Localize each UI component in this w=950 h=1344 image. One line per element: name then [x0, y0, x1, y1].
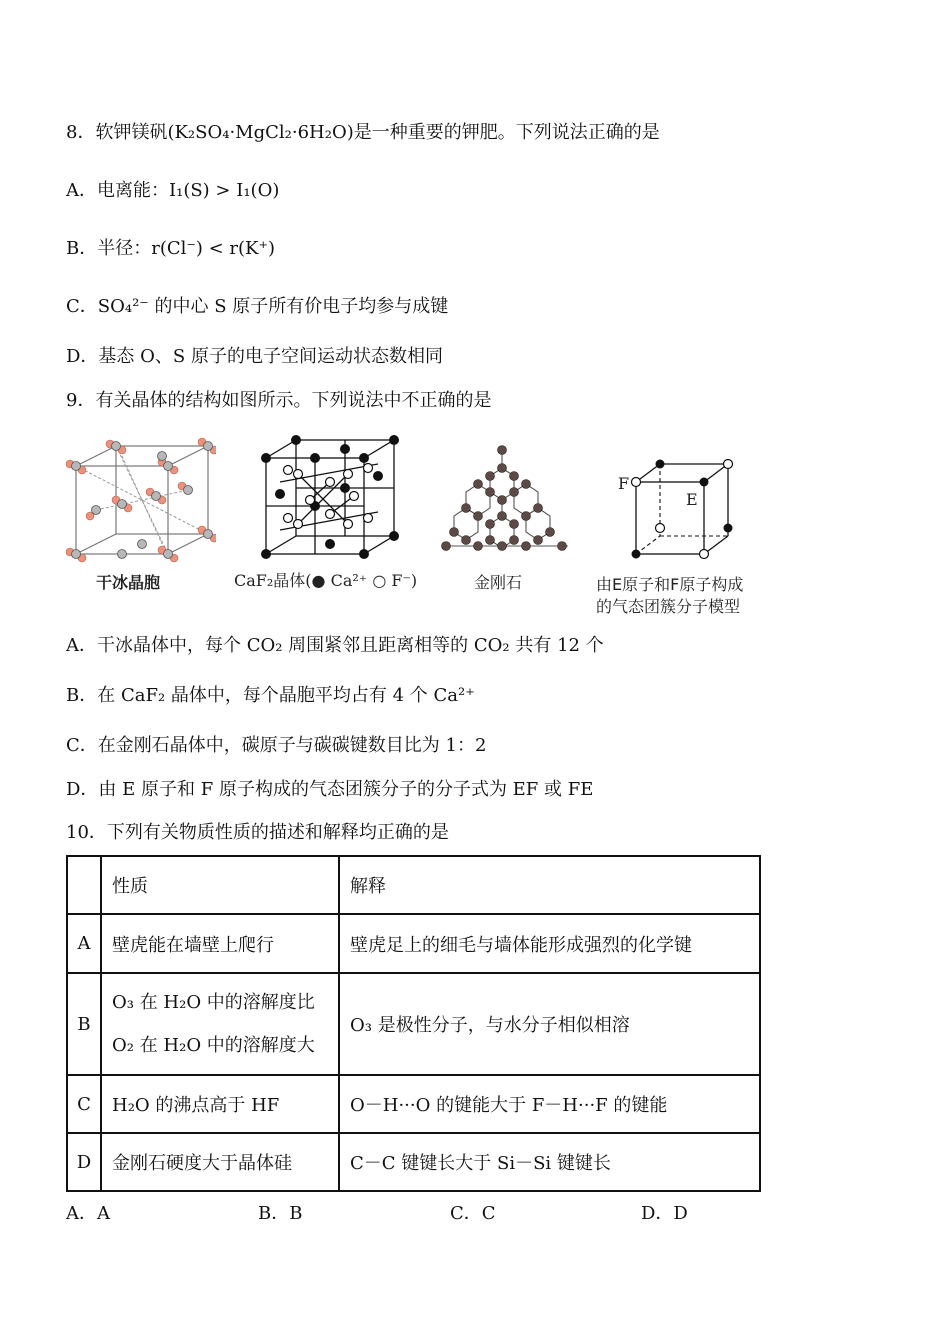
- row-key: D: [67, 1133, 101, 1191]
- caf2-cell-figure: [258, 434, 408, 559]
- diamond-figure: [438, 442, 574, 554]
- diamond-caption: 金刚石: [474, 573, 523, 592]
- row-key: B: [67, 973, 101, 1075]
- q8-option-d: D．基态 O、S 原子的电子空间运动状态数相同: [66, 346, 443, 367]
- q10-table: [66, 855, 761, 1192]
- row-explanation: O₃ 是极性分子，与水分子相似相溶: [339, 973, 760, 1075]
- row-property-line1: O₃ 在 H₂O 中的溶解度比: [112, 992, 315, 1013]
- q10-stem: 10．下列有关物质性质的描述和解释均正确的是: [66, 822, 449, 843]
- header-empty-cell: [67, 856, 101, 914]
- header-property: 性质: [101, 856, 339, 914]
- dry-ice-cell-figure: [66, 436, 216, 566]
- row-property: 壁虎能在墙壁上爬行: [101, 914, 339, 973]
- ef-caption-line1: 由E原子和F原子构成: [596, 575, 744, 594]
- q8-option-a: A．电离能：I₁(S) > I₁(O): [66, 180, 280, 201]
- q9-option-d: D．由 E 原子和 F 原子构成的气态团簇分子的分子式为 EF 或 FE: [66, 779, 594, 800]
- table-row: [67, 1075, 760, 1133]
- atom-label-e: E: [686, 490, 698, 509]
- caf2-caption: CaF₂晶体(● Ca²⁺ ○ F⁻): [234, 571, 418, 590]
- q8-stem: 8．软钾镁矾(K₂SO₄·MgCl₂·6H₂O)是一种重要的钾肥。下列说法正确的是: [66, 122, 660, 143]
- row-property: 金刚石硬度大于晶体硅: [101, 1133, 339, 1191]
- row-key: A: [67, 914, 101, 973]
- table-row: [67, 1133, 760, 1191]
- q10-choice-c: C．C: [450, 1203, 496, 1224]
- atom-label-f: F: [618, 474, 630, 493]
- row-explanation: C－C 键键长大于 Si－Si 键键长: [339, 1133, 760, 1191]
- row-key: C: [67, 1075, 101, 1133]
- row-explanation: 壁虎足上的细毛与墙体能形成强烈的化学键: [339, 914, 760, 973]
- row-property: H₂O 的沸点高于 HF: [101, 1075, 339, 1133]
- ef-caption-line2: 的气态团簇分子模型: [596, 597, 741, 616]
- header-explanation: 解释: [339, 856, 760, 914]
- ef-cluster-figure: [612, 452, 752, 562]
- table-header-row: [67, 856, 760, 914]
- q10-choice-d: D．D: [641, 1203, 688, 1224]
- dry-ice-caption: 干冰晶胞: [96, 573, 161, 592]
- table-row: [67, 973, 760, 1075]
- q9-option-a: A．干冰晶体中，每个 CO₂ 周围紧邻且距离相等的 CO₂ 共有 12 个: [66, 635, 604, 656]
- q9-option-b: B．在 CaF₂ 晶体中，每个晶胞平均占有 4 个 Ca²⁺: [66, 685, 475, 706]
- q9-stem: 9．有关晶体的结构如图所示。下列说法中不正确的是: [66, 390, 492, 411]
- q10-choice-b: B．B: [258, 1203, 303, 1224]
- row-property-line2: O₂ 在 H₂O 中的溶解度大: [112, 1035, 315, 1056]
- table-row: [67, 914, 760, 973]
- row-property: [101, 973, 339, 1075]
- row-explanation: O－H···O 的键能大于 F－H···F 的键能: [339, 1075, 760, 1133]
- q9-option-c: C．在金刚石晶体中，碳原子与碳碳键数目比为 1：2: [66, 735, 487, 756]
- q8-option-c: C．SO₄²⁻ 的中心 S 原子所有价电子均参与成键: [66, 296, 449, 317]
- q10-choice-a: A．A: [66, 1203, 110, 1224]
- q8-option-b: B．半径：r(Cl⁻) < r(K⁺): [66, 238, 276, 259]
